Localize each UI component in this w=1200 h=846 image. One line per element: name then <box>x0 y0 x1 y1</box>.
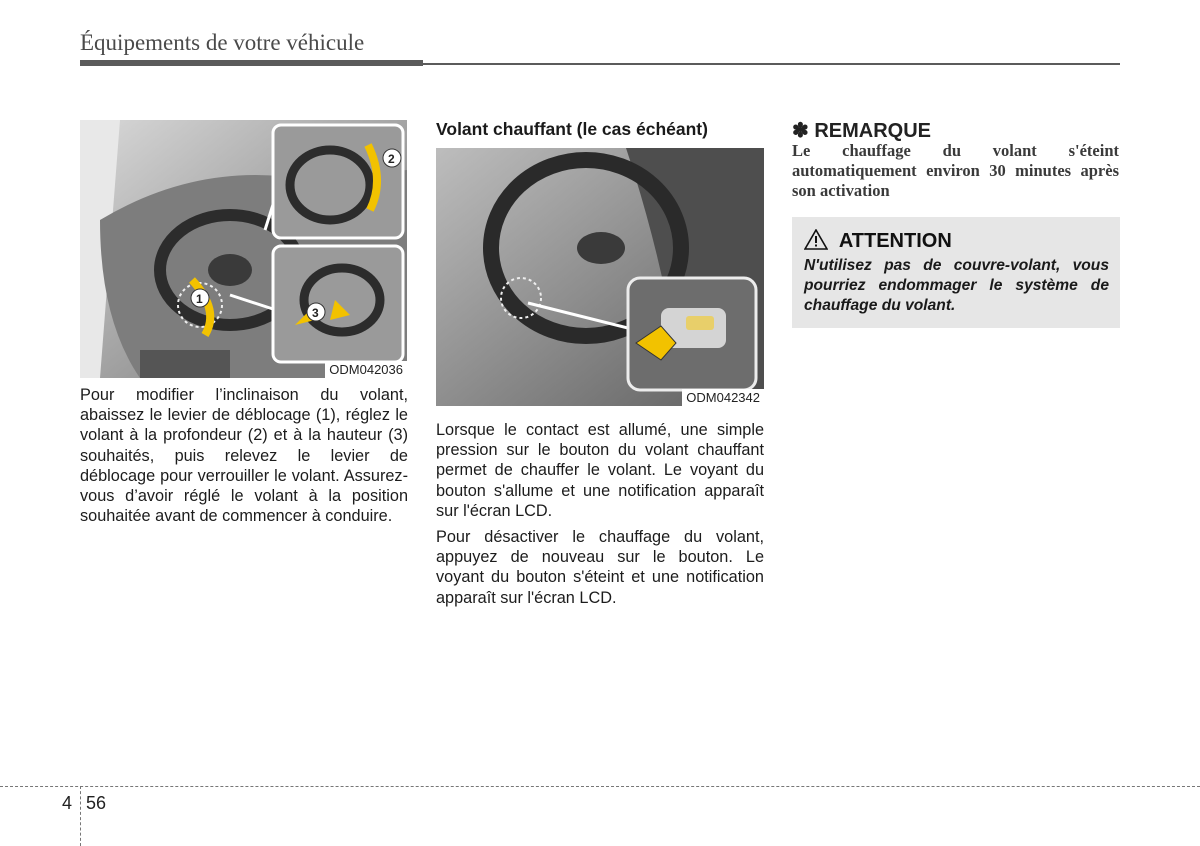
chapter-title: Équipements de votre véhicule <box>80 30 365 55</box>
figure-code: ODM042342 <box>682 389 764 406</box>
remarque-heading <box>792 118 931 143</box>
remarque-text: Le chauffage du volant s'éteint automatiquement environ 30 minutes après son activation <box>792 141 1119 200</box>
attention-heading <box>804 229 952 256</box>
heated-wheel-paragraph-2: Pour désactiver le chauffage du volant, appuyez de nouveau sur le bouton. Le voyant du bouton s'éteint et une notification apparaît sur l'écran LCD. <box>436 528 764 607</box>
attention-title: ATTENTION <box>838 230 952 252</box>
footer-divider-vertical <box>80 786 81 846</box>
heated-wheel-paragraph-1: Lorsque le contact est allumé, une simple pression sur le bouton du volant chauffant permet de chauffer le volant. Le voyant du bouton s'allume et une notification apparaît sur l'écran LCD. <box>436 421 764 520</box>
footer-divider <box>0 786 1200 787</box>
steering-adjust-illustration <box>80 120 407 378</box>
warning-triangle-icon <box>804 229 828 256</box>
callout-1: 1 <box>196 292 203 306</box>
callout-3: 3 <box>312 306 319 320</box>
page-number: 56 <box>86 793 107 813</box>
tilt-instructions <box>80 385 408 532</box>
steering-adjust-figure <box>80 120 407 378</box>
section-heading: Volant chauffant (le cas échéant) <box>436 119 708 139</box>
heated-wheel-figure <box>436 148 764 406</box>
attention-text: N'utilisez pas de couvre-volant, vous pourriez endommager le système de chauffage du volant. <box>804 257 1109 314</box>
callout-2: 2 <box>388 152 395 166</box>
attention-box <box>792 217 1120 328</box>
heated-wheel-text <box>436 420 764 614</box>
header-rule-thick <box>80 60 423 66</box>
figure-code: ODM042036 <box>325 361 407 378</box>
remarque-symbol-icon: ✽ <box>792 120 809 142</box>
tilt-paragraph: Pour modifier l’inclinaison du volant, abaissez le levier de déblocage (1), réglez le volant à la profondeur (2) et à la hauteur (3) souhaités, puis relevez le levier de déblocage pour verrouiller le volant. Assurez-vous d’avoir réglé le volant à la position souhaitée avant de commencer à conduire. <box>80 386 408 526</box>
header-rule-thin <box>423 63 1120 65</box>
chapter-number: 4 <box>62 793 73 813</box>
remarque-title: REMARQUE <box>814 120 931 142</box>
heated-wheel-illustration <box>436 148 764 406</box>
